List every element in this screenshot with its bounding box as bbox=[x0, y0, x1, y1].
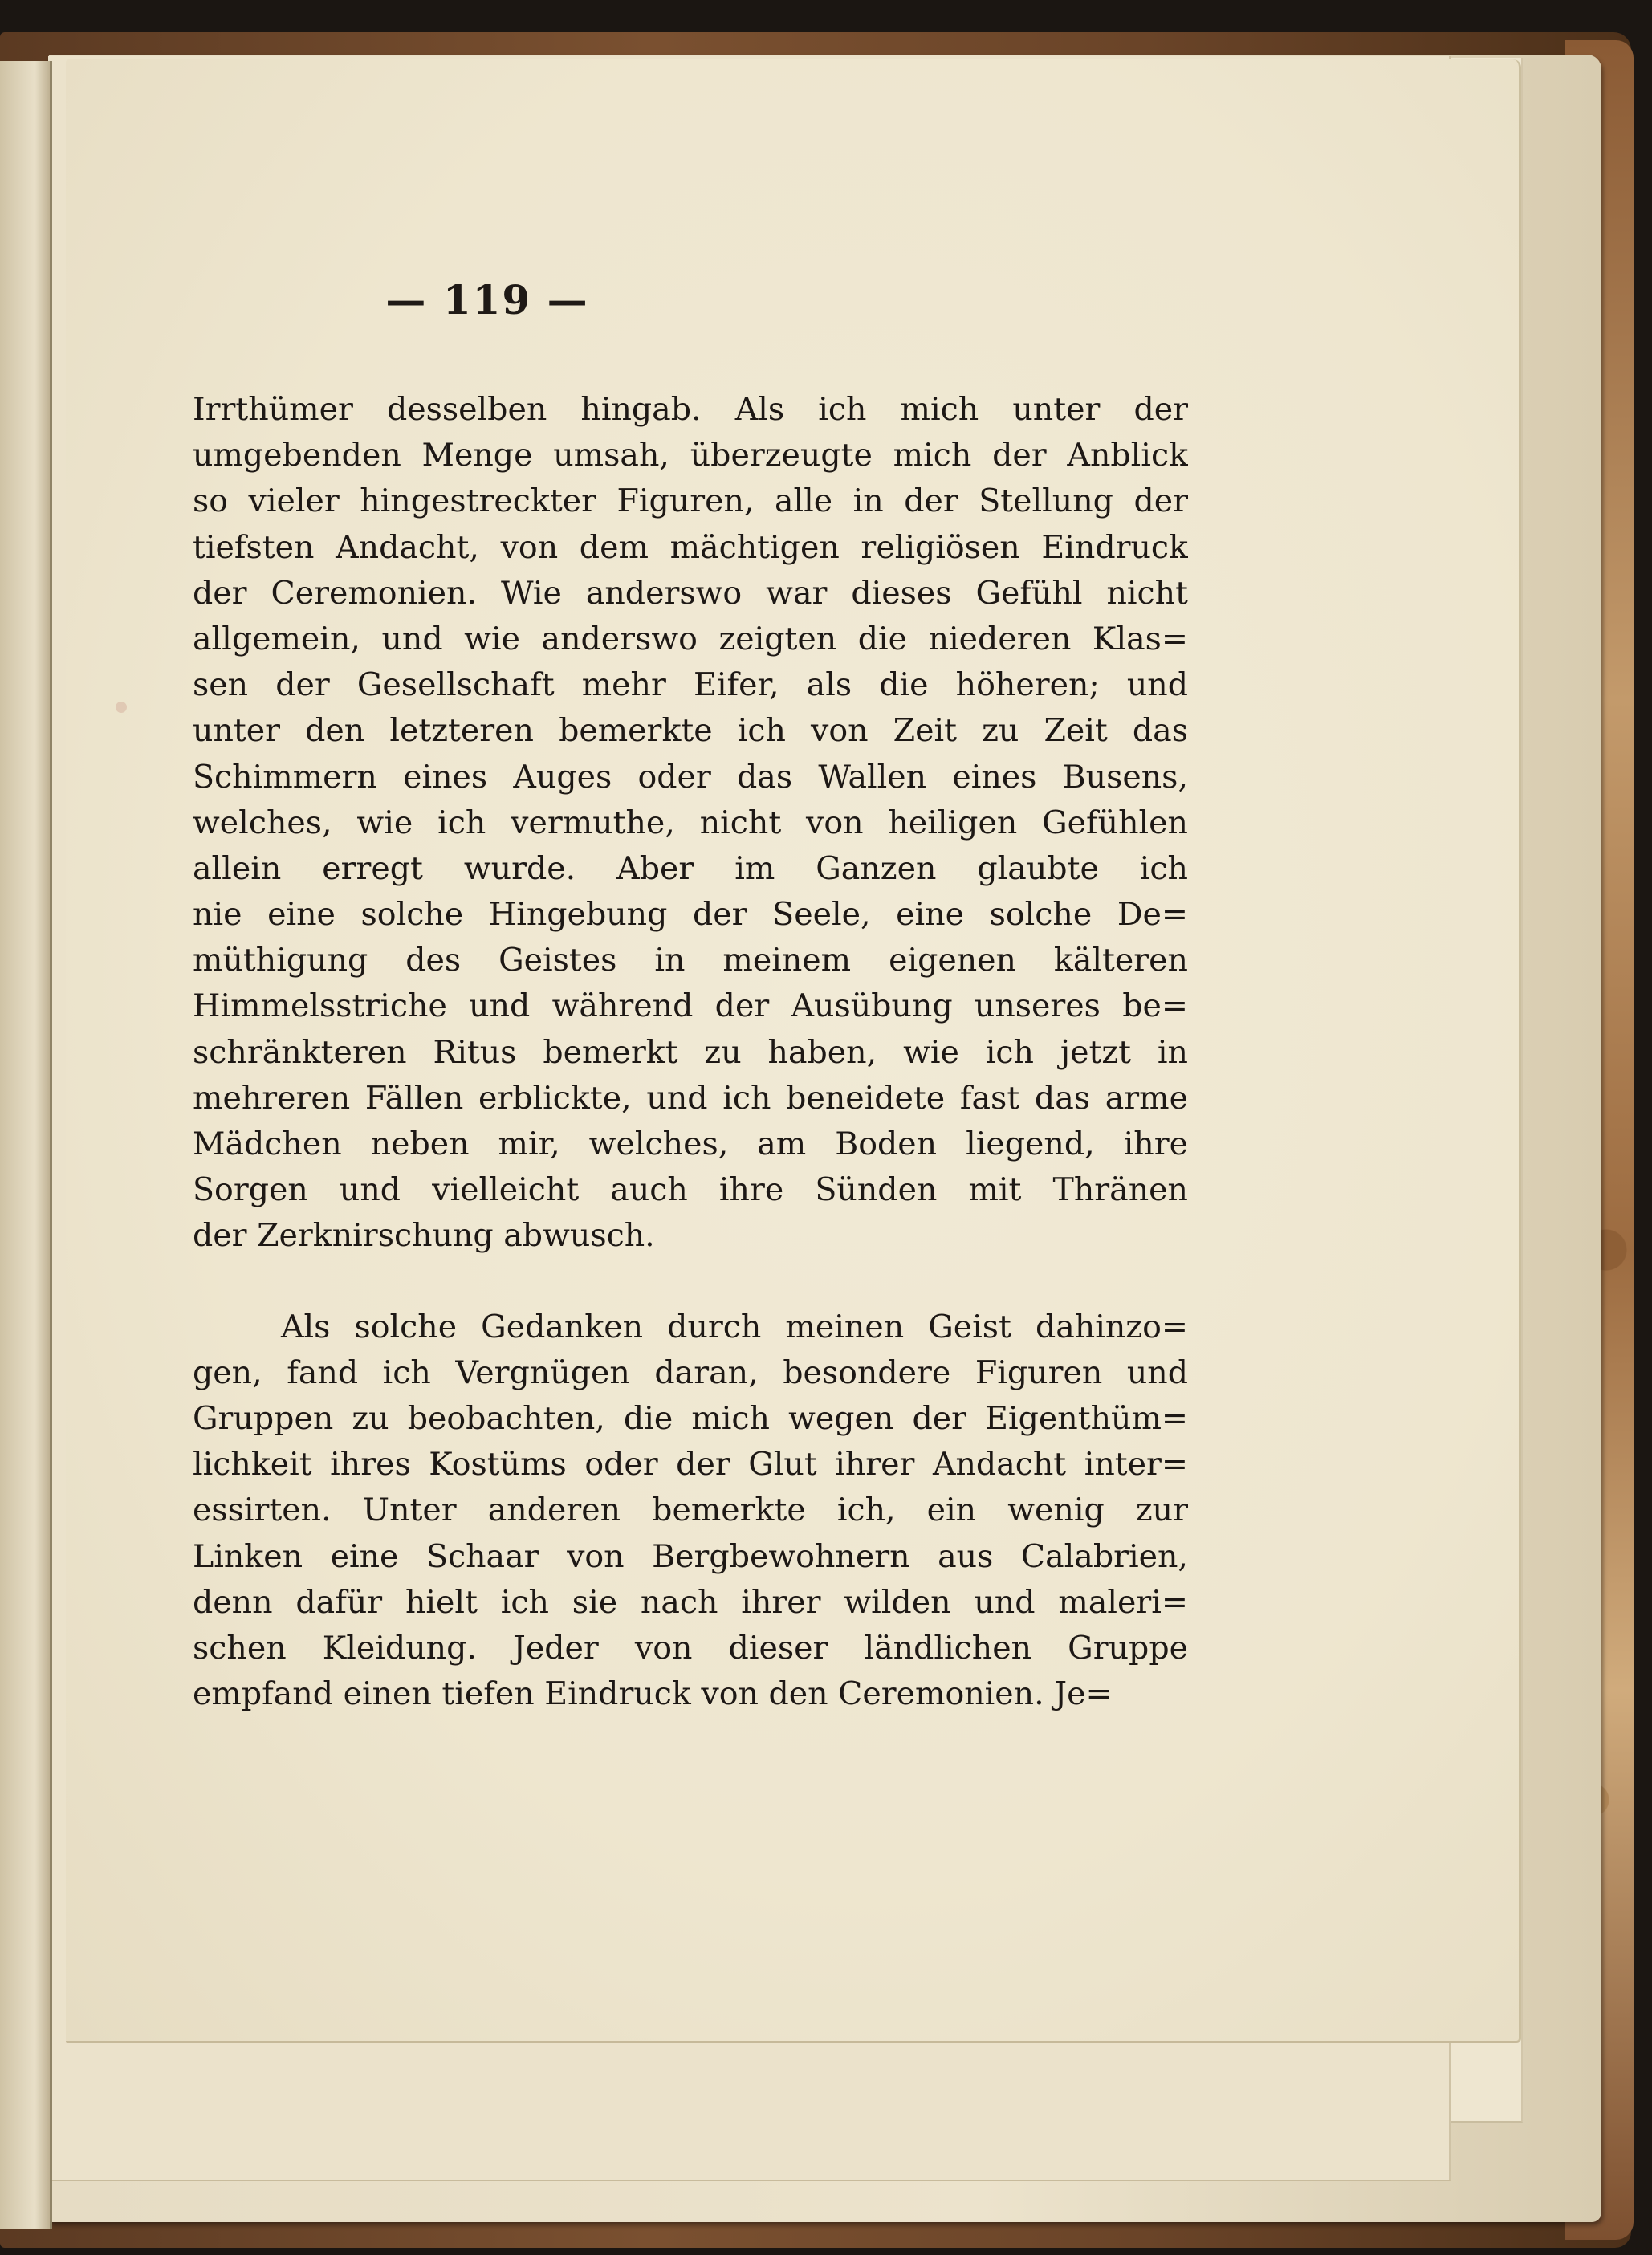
text-line: gen, fand ich Vergnügen daran, besondere Figuren und bbox=[193, 1353, 1188, 1391]
text-line: allgemein, und wie anderswo zeigten die niederen Klas= bbox=[193, 620, 1188, 657]
text-line: tiefsten Andacht, von dem mächtigen religiösen Eindruck bbox=[193, 528, 1188, 566]
text-line: umgebenden Menge umsah, überzeugte mich der Anblick bbox=[193, 437, 1188, 474]
text-line: welches, wie ich vermuthe, nicht von heiligen Gefühlen bbox=[193, 804, 1188, 841]
text-line: schränkteren Ritus bemerkt zu haben, wie ich jetzt in bbox=[193, 1033, 1188, 1071]
text-line: Himmelsstriche und während der Ausübung unseres be= bbox=[193, 987, 1188, 1025]
text-line: Sorgen und vielleicht auch ihre Sünden mit Thränen bbox=[193, 1171, 1188, 1209]
paragraph-gap bbox=[193, 1260, 1188, 1305]
text-line: Schimmern eines Auges oder das Wallen eines Busens, bbox=[193, 758, 1188, 796]
text-line: empfand einen tiefen Eindruck von den Ceremonien. Je= bbox=[193, 1675, 1113, 1713]
text-line: der Ceremonien. Wie anderswo war dieses Gefühl nicht bbox=[193, 574, 1188, 612]
text-line: mehreren Fällen erblickte, und ich beneidete fast das arme bbox=[193, 1079, 1188, 1117]
left-facing-page bbox=[0, 61, 52, 2229]
text-line: denn dafür hielt ich sie nach ihrer wilden und maleri= bbox=[193, 1583, 1188, 1621]
paragraph bbox=[193, 1305, 1188, 1718]
text-line: Irrthümer desselben hingab. Als ich mich unter der bbox=[193, 391, 1188, 428]
text-line: nie eine solche Hingebung der Seele, eine solche De= bbox=[193, 896, 1188, 934]
page-number: — 119 — bbox=[385, 276, 589, 324]
text-line: Mädchen neben mir, welches, am Boden liegend, ihre bbox=[193, 1125, 1188, 1162]
paper-stain bbox=[116, 702, 127, 713]
text-line: sen der Gesellschaft mehr Eifer, als die höheren; und bbox=[193, 666, 1188, 704]
text-line: Linken eine Schaar von Bergbewohnern aus Calabrien, bbox=[193, 1537, 1188, 1575]
text-line: allein erregt wurde. Aber im Ganzen glaubte ich bbox=[193, 849, 1188, 887]
text-line: unter den letzteren bemerkte ich von Zeit zu Zeit das bbox=[193, 712, 1188, 750]
text-line: lichkeit ihres Kostüms oder der Glut ihrer Andacht inter= bbox=[193, 1446, 1188, 1484]
page-text bbox=[193, 387, 1188, 1717]
book-page bbox=[66, 59, 1521, 2043]
text-line: Gruppen zu beobachten, die mich wegen der Eigenthüm= bbox=[193, 1399, 1188, 1437]
text-line: schen Kleidung. Jeder von dieser ländlichen Gruppe bbox=[193, 1629, 1188, 1667]
text-line: der Zerknirschung abwusch. bbox=[193, 1217, 655, 1255]
text-line: müthigung des Geistes in meinem eigenen kälteren bbox=[193, 942, 1188, 979]
paragraph bbox=[193, 387, 1188, 1260]
text-line: Als solche Gedanken durch meinen Geist dahinzo= bbox=[281, 1308, 1188, 1345]
text-line: essirten. Unter anderen bemerkte ich, ein wenig zur bbox=[193, 1492, 1188, 1529]
text-line: so vieler hingestreckter Figuren, alle in der Stellung der bbox=[193, 482, 1188, 520]
